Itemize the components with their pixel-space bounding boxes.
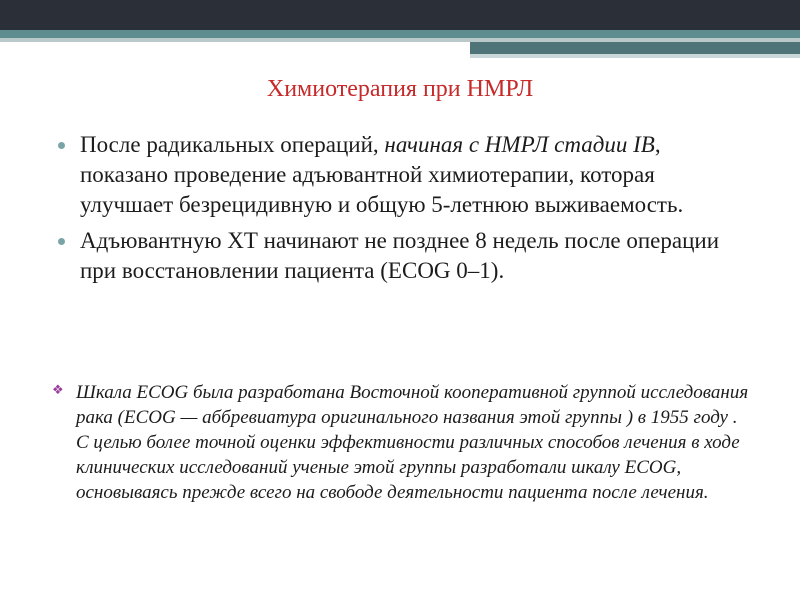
- bullet-item: [58, 130, 748, 220]
- ecog-note: [52, 380, 752, 505]
- bullet-text: , показано проведение адъювантной химиотерапии, которая улучшает безрецидивную и общую 5-летнюю выживаемость.: [80, 132, 684, 217]
- round-bullet-icon: [58, 238, 65, 245]
- note-text: Шкала ECOG была разработана Восточной кооперативной группой исследования рака (ECOG — аббревиатура оригинального названия этой группы ) в 1955 году . С целью более точной оценки эффективности различных способов лечения в ходе клинических исследований ученые этой группы разработали шкалу ECOG, основываясь прежде всего на свободе деятельности пациента после лечения.: [76, 382, 749, 503]
- bullet-item: [58, 226, 748, 286]
- header-bar: [0, 0, 800, 30]
- bullet-text: После радикальных операций,: [80, 132, 385, 157]
- slide-title: Химиотерапия при НМРЛ: [266, 76, 534, 102]
- bullet-text: Адъювантную ХТ начинают не позднее 8 недель после операции при восстановлении пациента (ECOG 0–1).: [80, 228, 720, 283]
- round-bullet-icon: [58, 142, 65, 149]
- bullet-list: [58, 130, 748, 292]
- bullet-text-italic: начиная с НМРЛ стадии IB: [384, 132, 655, 157]
- diamond-bullet-icon: ❖: [52, 383, 64, 398]
- header-accent-light: [470, 54, 800, 58]
- header-accent: [470, 42, 800, 54]
- header-band: [0, 30, 800, 38]
